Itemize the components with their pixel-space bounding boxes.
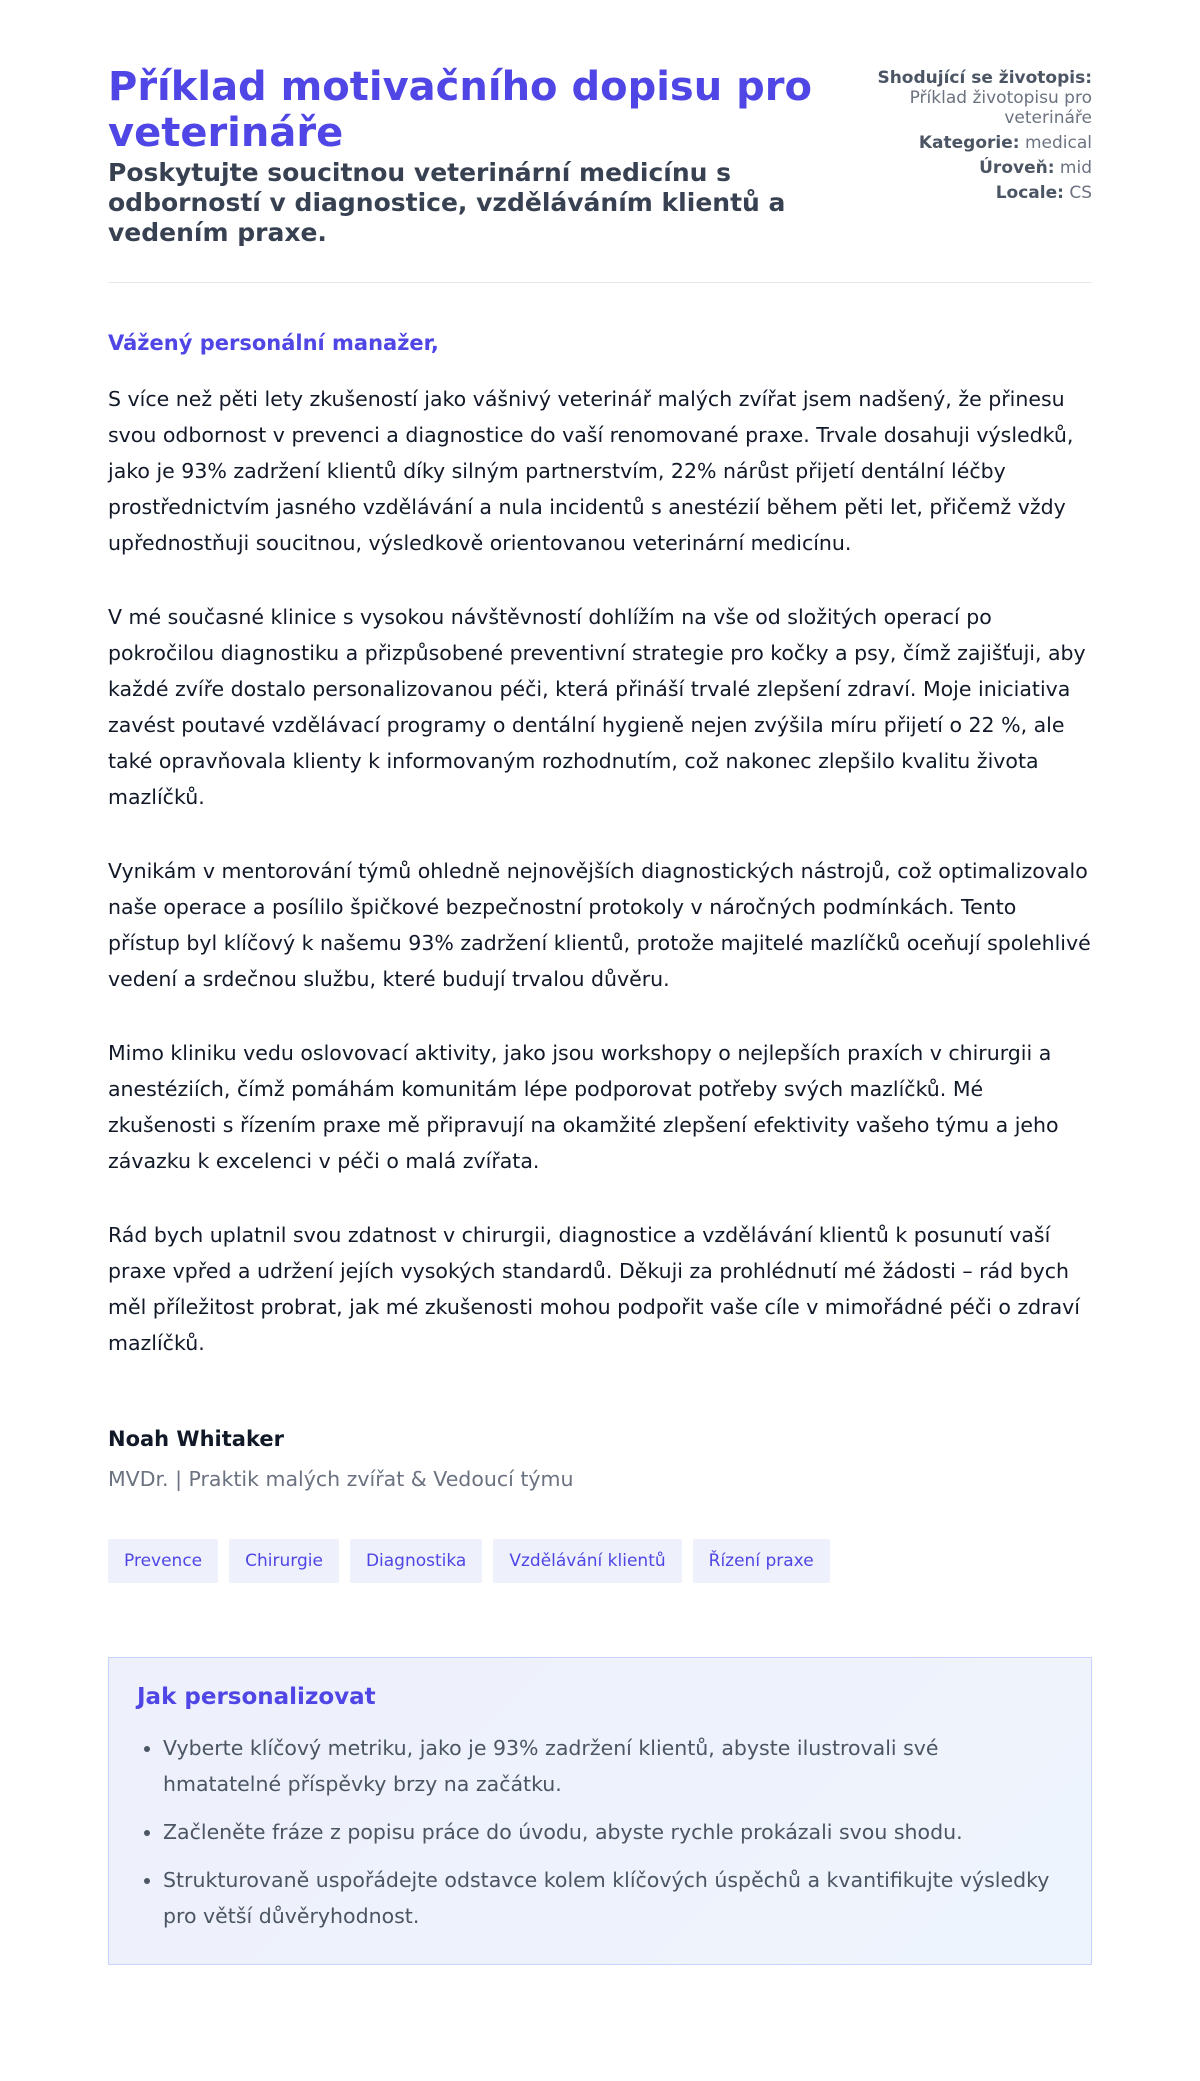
meta-category-value: medical	[1024, 133, 1092, 153]
meta-match-value: Příklad životopisu pro veterináře	[909, 88, 1092, 128]
meta-level-label: Úroveň:	[979, 158, 1055, 178]
signature	[108, 1427, 1092, 1491]
skill-tag: Vzdělávání klientů	[493, 1539, 681, 1583]
title-block	[108, 64, 848, 248]
meta-panel	[862, 64, 1092, 208]
meta-matching-resume	[862, 68, 1092, 128]
letter-paragraph: Vynikám v mentorování týmů ohledně nejnovějších diagnostických nástrojů, což optimalizovalo naše operace a posílilo špičkové bezpečnostní protokoly v náročných podmínkách. Tento přístup byl klíčový k našemu 93% zadržení klientů, protože majitelé mazlíčků oceňují spolehlivé vedení a srdečnou službu, které budují trvalou důvěru.	[108, 859, 1091, 991]
letter-body	[108, 381, 1092, 1361]
letter-paragraph: V mé současné klinice s vysokou návštěvností dohlížím na vše od složitých operací po pokročilou diagnostiku a přizpůsobené preventivní strategie pro kočky a psy, čímž zajišťuji, aby každé zvíře dostalo personalizovanou péči, která přináší trvalé zlepšení zdraví. Moje iniciativa zavést poutavé vzdělávací programy o dentální hygieně nejen zvýšila míru přijetí o 22 %, ale také opravňovala klienty k informovaným rozhodnutím, což nakonec zlepšilo kvalitu života mazlíčků.	[108, 605, 1086, 809]
letter-paragraph: S více než pěti lety zkušeností jako vášnivý veterinář malých zvířat jsem nadšený, že přinesu svou odbornost v prevenci a diagnostice do vaší renomované praxe. Trvale dosahuji výsledků, jako je 93% zadržení klientů díky silným partnerstvím, 22% nárůst přijetí dentální léčby prostřednictvím jasného vzdělávání a nula incidentů s anestézií během pěti let, přičemž vždy upřednostňuji soucitnou, výsledkově orientovanou veterinární medicínu.	[108, 387, 1074, 555]
tips-title: Jak personalizovat	[137, 1684, 376, 1710]
tips-list	[137, 1730, 1063, 1934]
meta-level	[862, 158, 1092, 178]
tips-item: • Začleněte fráze z popisu práce do úvodu, abyste rychle prokázali svou shodu.	[163, 1814, 1063, 1850]
tips-item: • Vyberte klíčový metriku, jako je 93% zadržení klientů, abyste ilustrovali své hmatatelné příspěvky brzy na začátku.	[163, 1730, 1063, 1802]
signature-title: MVDr. | Praktik malých zvířat & Vedoucí týmu	[108, 1467, 574, 1491]
letter-paragraph: Mimo kliniku vedu oslovovací aktivity, jako jsou workshopy o nejlepších praxích v chirurgii a anestéziích, čímž pomáhám komunitám lépe podporovat potřeby svých mazlíčků. Mé zkušenosti s řízením praxe mě připravují na okamžité zlepšení efektivity vašeho týmu a jeho závazku k excelenci v péči o malá zvířata.	[108, 1041, 1059, 1173]
meta-category-label: Kategorie:	[918, 133, 1020, 153]
skill-tags	[108, 1539, 1092, 1583]
tips-item: • Strukturovaně uspořádejte odstavce kolem klíčových úspěchů a kvantifikujte výsledky pro větší důvěryhodnost.	[163, 1862, 1063, 1934]
page-title: Příklad motivačního dopisu pro veterináře	[108, 64, 812, 156]
meta-category	[862, 133, 1092, 153]
skill-tag: Diagnostika	[350, 1539, 482, 1583]
personalize-tips-box	[108, 1657, 1092, 1965]
skill-tag: Chirurgie	[229, 1539, 339, 1583]
meta-locale-value: CS	[1069, 183, 1092, 203]
skill-tag: Prevence	[108, 1539, 218, 1583]
letter-paragraph: Rád bych uplatnil svou zdatnost v chirurgii, diagnostice a vzdělávání klientů k posunutí vaší praxe vpřed a udržení jejích vysokých standardů. Děkuji za prohlédnutí mé žádosti – rád bych měl příležitost probrat, jak mé zkušenosti mohou podpořit vaše cíle v mimořádné péči o zdraví mazlíčků.	[108, 1223, 1080, 1355]
meta-match-label: Shodující se životopis:	[877, 68, 1092, 88]
page-subtitle: Poskytujte soucitnou veterinární medicínu s odborností v diagnostice, vzděláváním klientů a vedením praxe.	[108, 158, 786, 247]
salutation: Vážený personální manažer,	[108, 331, 439, 355]
signature-name: Noah Whitaker	[108, 1427, 284, 1451]
meta-locale-label: Locale:	[995, 183, 1064, 203]
meta-level-value: mid	[1059, 158, 1092, 178]
skill-tag: Řízení praxe	[693, 1539, 830, 1583]
meta-locale	[862, 183, 1092, 203]
header	[108, 64, 1092, 283]
